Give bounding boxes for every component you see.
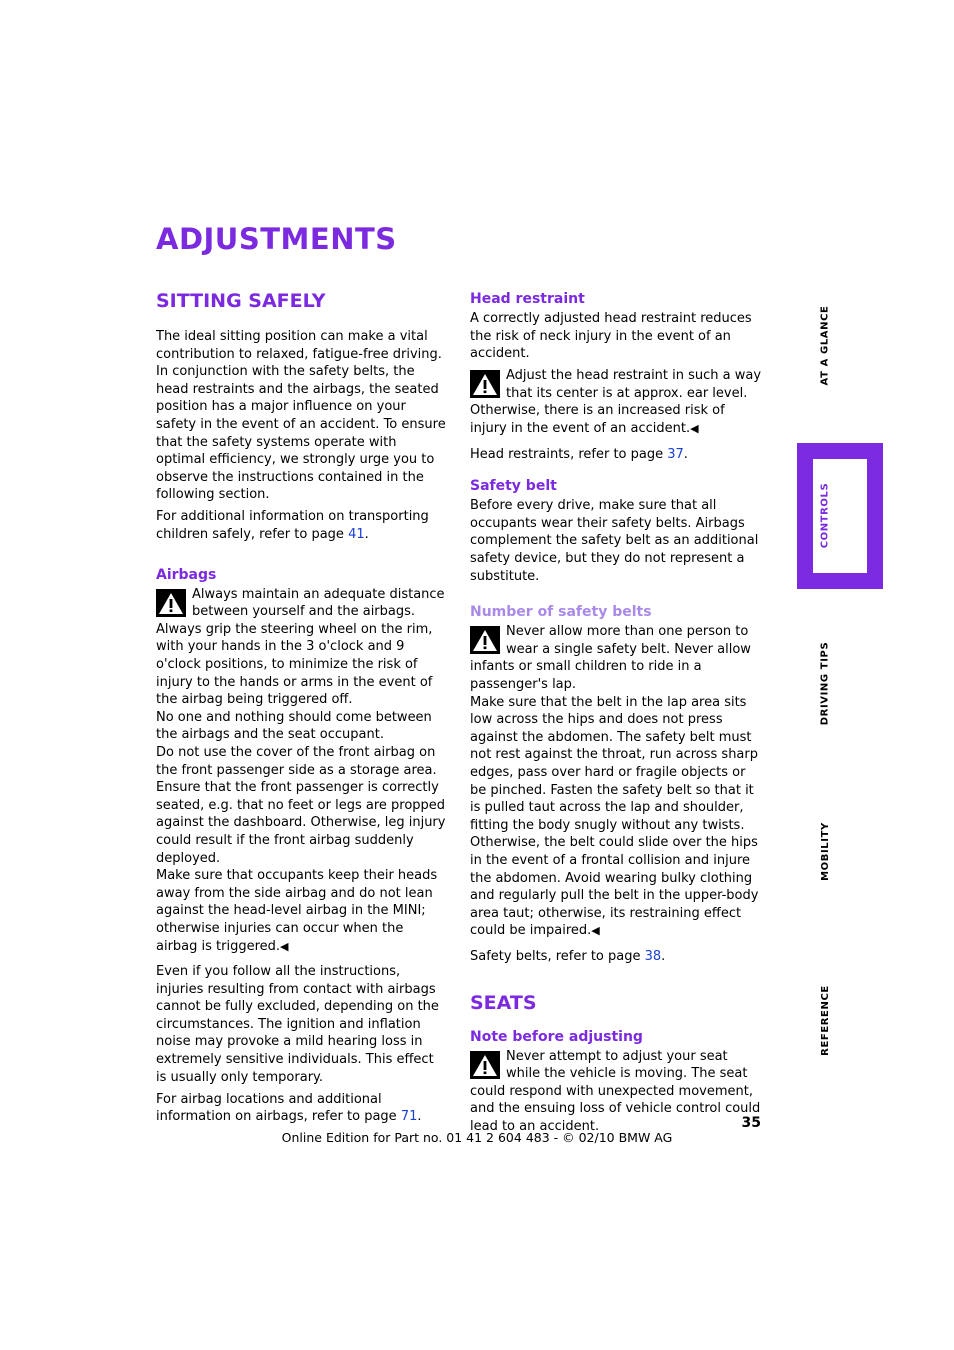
sidebar-tab-label: CONTROLS: [819, 482, 831, 548]
page-title: ADJUSTMENTS: [156, 222, 397, 256]
sidebar-tab-controls[interactable]: [805, 470, 845, 560]
warning-icon: [470, 626, 500, 654]
airbags-warning-text-2: No one and nothing should come between the airbags and the seat occupant.: [156, 709, 432, 743]
footer-edition: Online Edition for Part no. 01 41 2 604 483 - © 02/10 BMW AG: [281, 1130, 673, 1145]
head-restraint-paragraph: A correctly adjusted head restraint reduces the risk of neck injury in the event of an accident.: [470, 311, 752, 362]
section-title-seats: SEATS: [470, 991, 537, 1014]
children-page-link[interactable]: 41: [348, 527, 365, 543]
safety-belt-paragraph: Before every drive, make sure that all occupants wear their safety belts. Airbags complement the safety belt as an additional safety device, but they do not represent a substitute.: [470, 498, 759, 584]
left-column: [156, 288, 448, 1130]
sidebar-tab-driving-tips[interactable]: [805, 638, 845, 728]
warning-icon: [470, 1051, 500, 1079]
safety-belts-page-link[interactable]: 38: [644, 948, 662, 964]
airbags-warning-text-1: Always maintain an adequate distance between yourself and the airbags. Always grip the steering wheel on the rim, with your hands in the 3 o'clock and 9 o'clock positions, to minimize the risk of injury to the hands or arms in the event of the airbag being triggered off.: [156, 586, 445, 708]
head-restraint-page-link[interactable]: 37: [667, 446, 684, 462]
number-of-belts-heading: Number of safety belts: [470, 604, 652, 621]
end-mark-icon: ◀: [690, 422, 699, 436]
sidebar-tab-reference[interactable]: [805, 975, 845, 1065]
sidebar-tab-label: DRIVING TIPS: [819, 641, 831, 725]
note-warning-text: Never attempt to adjust your seat while the vehicle is moving. The seat could respond with unexpected movement, and the ensuing loss of vehicle control could lead to an accident.: [470, 1048, 761, 1134]
number-of-belts-warning: [470, 623, 762, 940]
page-number: 35: [741, 1115, 761, 1131]
intro-paragraph: The ideal sitting position can make a vital contribution to relaxed, fatigue-free driving. In conjunction with the safety belts, the head restraints and the airbags, the seated position has a major influence on your safety in the event of an accident. To ensure that the safety systems operate with optimal efficiency, we strongly urge you to observe the instructions contained in the following section.: [156, 329, 446, 503]
head-restraint-warning: [470, 367, 762, 437]
airbags-paragraph-1: Even if you follow all the instructions, injuries resulting from contact with airbags cannot be fully excluded, depending on the circumstances. The ignition and inflation noise may provoke a mild hearing loss in extremely sensitive individuals. This effect is usually only temporary.: [156, 964, 439, 1085]
sidebar-tab-label: REFERENCE: [819, 984, 831, 1056]
children-text: For additional information on transporting children safely, refer to page: [156, 509, 429, 543]
right-column: [470, 288, 762, 1135]
number-of-belts-warning-text-2-body: Make sure that the belt in the lap area sits low across the hips and does not press against the abdomen. The safety belt must not rest against the throat, run across sharp edges, pass over hard or fragile objects or be pinched. Fasten the safety belt so that it is pulled taut across the lap and shoulder, fitting the body snugly without any twists. Otherwise, the belt could slide over the hips in the event of a frontal collision and injure the abdomen. Avoid wearing bulky clothing and regularly pull the belt in the upper-body area taut; otherwise, its restraining effect could be impaired.: [470, 694, 759, 939]
sidebar-tab-at-a-glance[interactable]: [805, 300, 845, 390]
safety-belts-ref: Safety belts, refer to page 38.: [470, 948, 666, 964]
section-title-sitting-safely: SITTING SAFELY: [156, 290, 326, 312]
head-restraint-ref-text: Head restraints, refer to page: [470, 446, 668, 462]
airbags-warning-text-4-body: Make sure that occupants keep their heads away from the side airbag and do not lean against the head-level airbag in the MINI; otherwise injuries can occur when the airbag is triggered.: [156, 868, 438, 954]
note-before-adjusting-heading: Note before adjusting: [470, 1028, 643, 1045]
airbags-paragraph-2-text: For airbag locations and additional information on airbags, refer to page: [156, 1091, 401, 1125]
end-mark-icon: ◀: [280, 939, 289, 953]
safety-belt-heading: Safety belt: [470, 478, 557, 495]
airbags-paragraph-2: For airbag locations and additional information on airbags, refer to page 71.: [156, 1091, 422, 1125]
head-restraint-heading: Head restraint: [470, 291, 585, 307]
head-restraint-warning-text: Adjust the head restraint in such a way that its center is at approx. ear level. Otherwise, there is an increased risk of injury in the event of an accident.: [470, 368, 762, 437]
airbags-heading: Airbags: [156, 566, 217, 583]
airbags-warning-text-3: Do not use the cover of the front airbag on the front passenger side as a storage area. Ensure that the front passenger is correctly seated, e.g. that no feet or legs are propped against the dashboard. Otherwise, leg injury could result if the front airbag suddenly deployed.: [156, 744, 446, 866]
children-paragraph: For additional information on transporting children safely, refer to page 41.: [156, 509, 429, 543]
end-mark-icon: ◀: [591, 924, 600, 938]
head-restraint-ref: Head restraints, refer to page 37.: [470, 446, 688, 462]
warning-icon: [156, 589, 186, 617]
number-of-belts-warning-text-2: [470, 694, 762, 940]
safety-belts-ref-text: Safety belts, refer to page: [470, 948, 645, 964]
airbags-page-link[interactable]: 71: [400, 1109, 418, 1125]
sidebar-tab-label: MOBILITY: [819, 821, 831, 881]
sidebar-tab-label: AT A GLANCE: [819, 305, 831, 385]
airbags-warning-text-4: [156, 867, 448, 955]
note-warning: [470, 1048, 762, 1136]
warning-icon: [470, 370, 500, 398]
number-of-belts-warning-text-1: Never allow more than one person to wear a single safety belt. Never allow infants or small children to ride in a passenger's lap.: [470, 624, 751, 692]
airbags-warning: [156, 586, 448, 955]
sidebar-tab-mobility[interactable]: [805, 806, 845, 896]
